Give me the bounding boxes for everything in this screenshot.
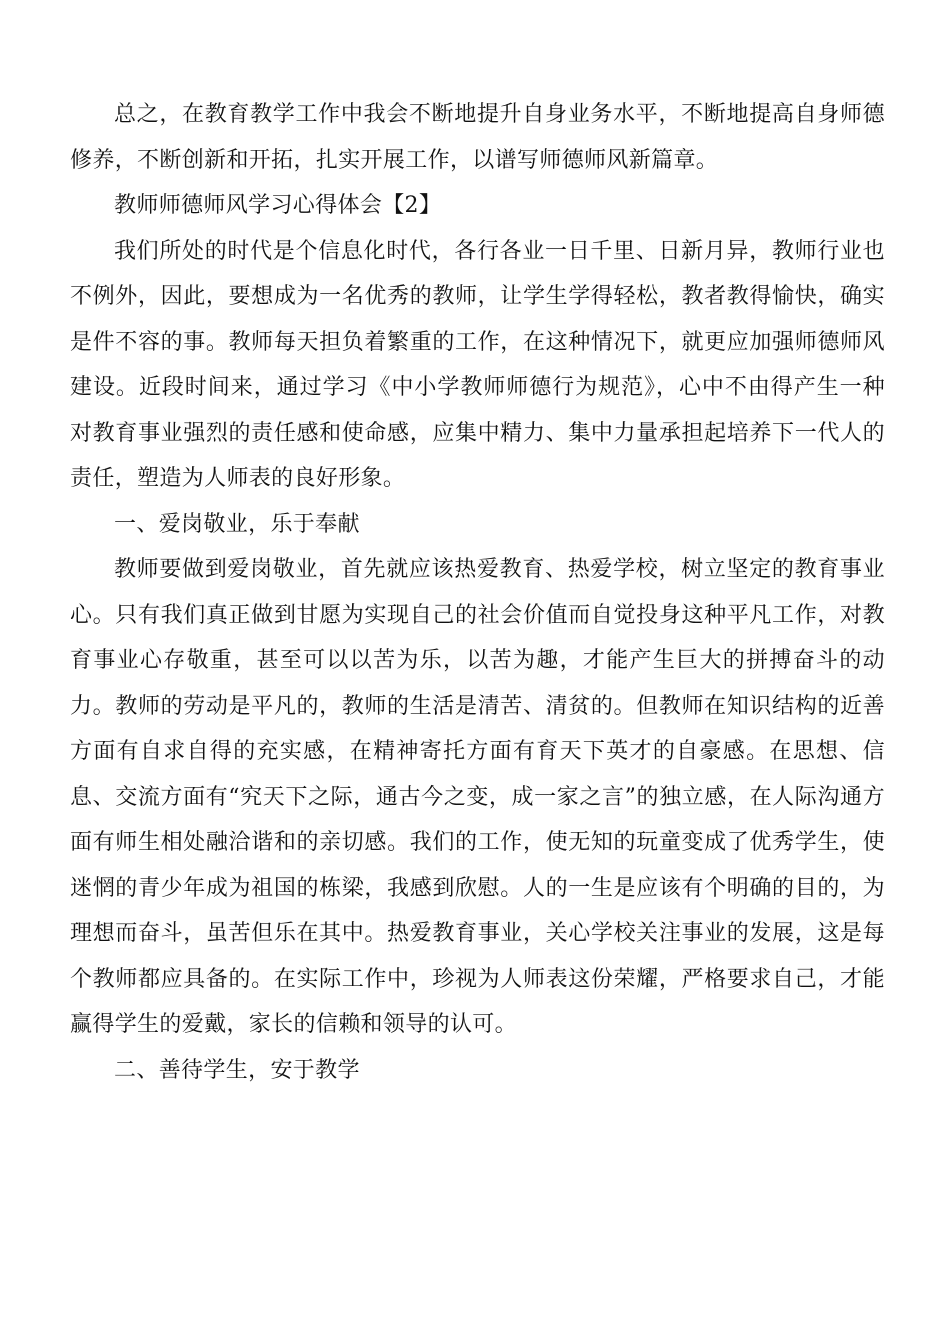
paragraph-dedication: 教师要做到爱岗敬业，首先就应该热爱教育、热爱学校，树立坚定的教育事业心。只有我们真正做到甘愿为实现自己的社会价值而自觉投身这种平凡工作，对教育事业心存敬重，甚至可以以苦为乐，以苦为趣，才能产生巨大的拼搏奋斗的动力。教师的劳动是平凡的，教师的生活是清苦、清贫的。但教师在知识结构的近善方面有自求自得的充实感，在精神寄托方面有育天下英才的自豪感。在思想、信息、交流方面有“究天下之际，通古今之变，成一家之言”的独立感，在人际沟通方面有师生相处融洽谐和的亲切感。我们的工作，使无知的玩童变成了优秀学生，使迷惘的青少年成为祖国的栋梁，我感到欣慰。人的一生是应该有个明确的目的，为理想而奋斗，虽苦但乐在其中。热爱教育事业，关心学校关注事业的发展，这是每个教师都应具备的。在实际工作中，珍视为人师表这份荣耀，严格要求自己，才能赢得学生的爱戴，家长的信赖和领导的认可。	[70, 557, 885, 1037]
heading-one: 一、爱岗敬业，乐于奉献	[114, 511, 360, 537]
heading-two: 二、善待学生，安于教学	[114, 1057, 360, 1083]
paragraph-intro: 我们所处的时代是个信息化时代，各行各业一日千里、日新月异，教师行业也不例外，因此，要想成为一名优秀的教师，让学生学得轻松，教者教得愉快，确实是件不容的事。教师每天担负着繁重的工作，在这种情况下，就更应加强师德师风建设。近段时间来，通过学习《中小学教师师德行为规范》，心中不由得产生一种对教育事业强烈的责任感和使命感，应集中精力、集中力量承担起培养下一代人的责任，塑造为人师表的良好形象。	[70, 238, 885, 491]
paragraph-conclusion: 总之，在教育教学工作中我会不断地提升自身业务水平，不断地提高自身师德修养，不断创新和开拓，扎实开展工作，以谱写师德师风新篇章。	[70, 102, 885, 173]
document-body	[70, 92, 885, 1093]
section-title: 教师师德师风学习心得体会【2】	[114, 193, 442, 218]
